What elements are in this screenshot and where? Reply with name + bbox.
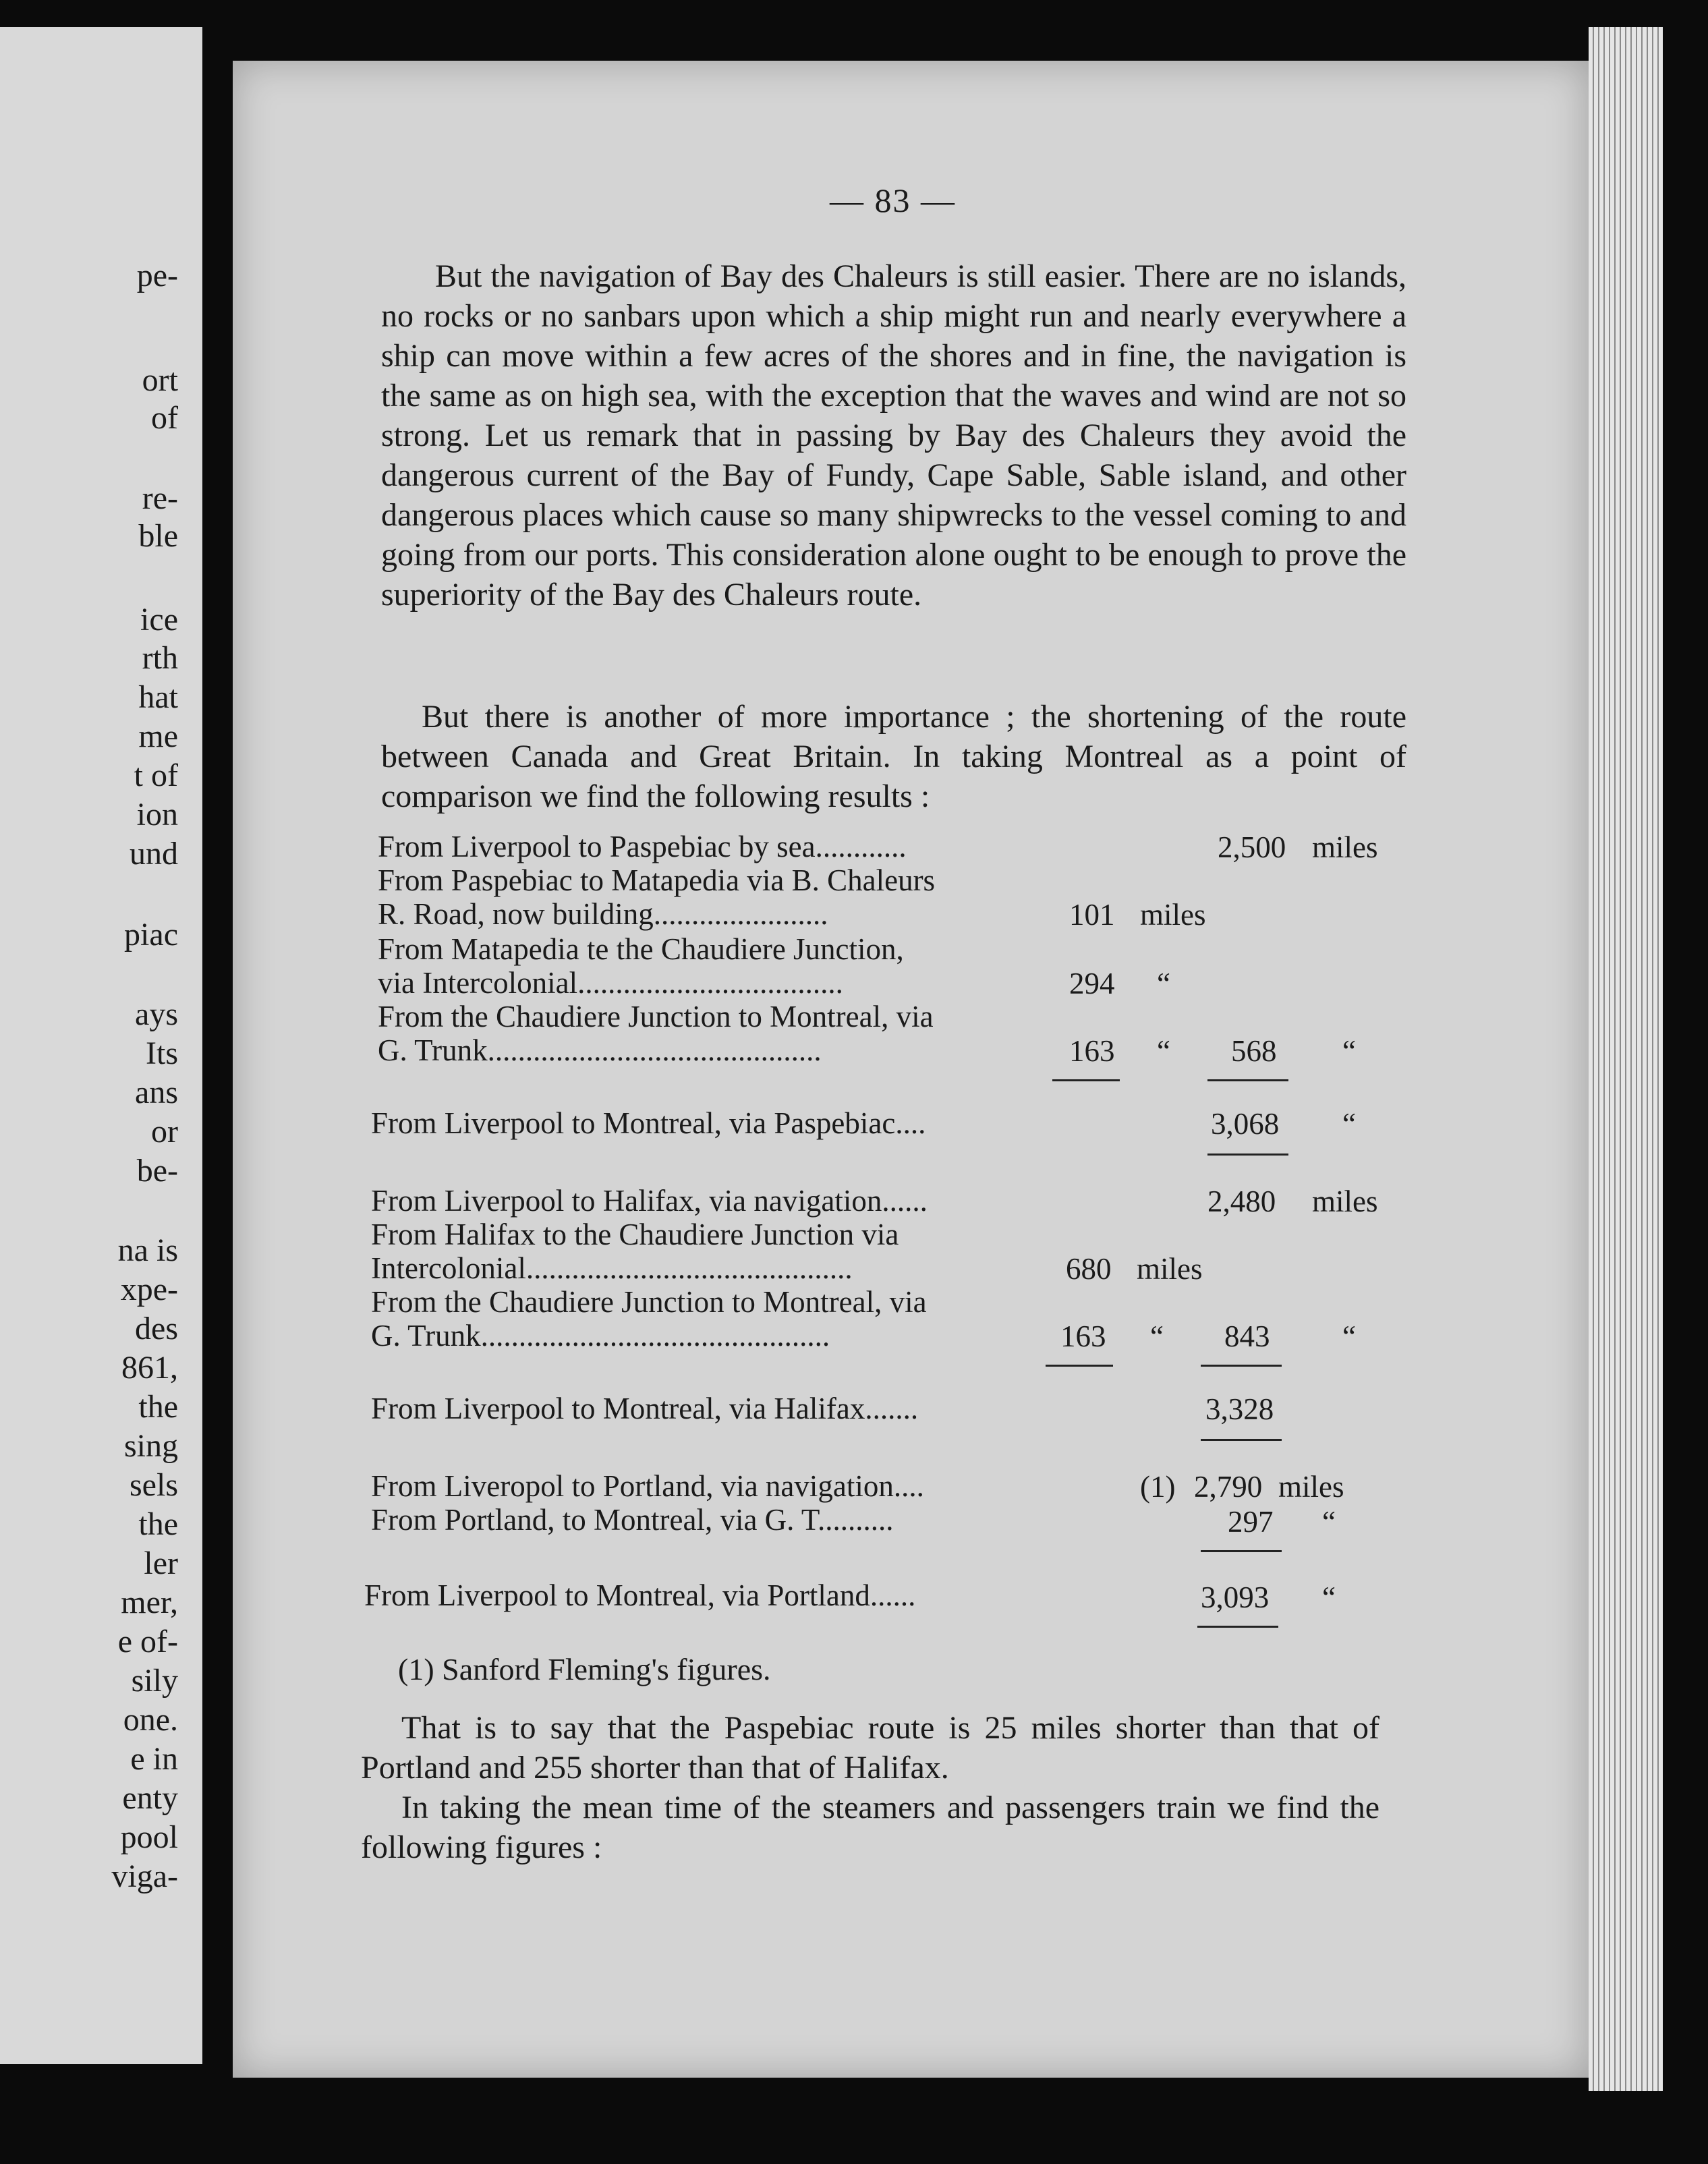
- margin-fragment: ans: [135, 1075, 178, 1110]
- margin-fragment: ion: [136, 797, 178, 832]
- total-value: 3,068: [1211, 1107, 1280, 1141]
- row-total-via-paspebiac: From Liverpool to Montreal, via Paspebiac....: [371, 1106, 926, 1140]
- margin-fragment: viga-: [111, 1858, 178, 1894]
- row-chaudiere-montreal: From the Chaudiere Junction to Montreal, via: [378, 1000, 934, 1033]
- margin-fragment: e in: [130, 1741, 178, 1777]
- page-edges: [1589, 27, 1663, 2091]
- margin-fragment: of: [151, 400, 178, 436]
- margin-fragment: the: [138, 1506, 178, 1542]
- row-chaudiere-montreal-cont: G. Trunk............................................: [378, 1033, 822, 1067]
- margin-fragment: des: [135, 1311, 178, 1346]
- paragraph-mean-time: In taking the mean time of the steamers and passengers train we find the following figures :: [361, 1790, 1379, 1865]
- unit-label: miles: [1312, 830, 1378, 864]
- row-liverpool-paspebiac: From Liverpool to Paspebiac by sea............: [378, 830, 907, 863]
- margin-fragment: pe-: [136, 258, 178, 293]
- margin-fragment: t of: [134, 758, 178, 793]
- margin-fragment: ice: [140, 602, 178, 637]
- margin-fragment: ort: [142, 362, 178, 398]
- margin-fragment: the: [138, 1389, 178, 1425]
- row-halifax-chaudiere-cont: Intercolonial...........................................: [371, 1251, 853, 1285]
- margin-fragment: sels: [130, 1467, 178, 1503]
- ditto-mark: “: [1342, 1107, 1356, 1141]
- partial-value: 294: [1069, 967, 1115, 1000]
- total-value: 568: [1231, 1034, 1277, 1068]
- partial-value: 101: [1069, 898, 1115, 932]
- margin-fragment: mer,: [121, 1585, 178, 1620]
- total-value: 3,328: [1205, 1392, 1274, 1426]
- sum-rule: [1201, 1365, 1282, 1367]
- row-matapedia-chaudiere: From Matapedia te the Chaudiere Junction,: [378, 932, 904, 966]
- row-portland-montreal: From Portland, to Montreal, via G. T..........: [371, 1503, 894, 1537]
- page-number: — 83 —: [830, 181, 956, 219]
- margin-fragment: ler: [144, 1545, 178, 1581]
- margin-fragment: me: [138, 718, 178, 754]
- row-total-via-portland: From Liverpool to Montreal, via Portland......: [364, 1578, 916, 1612]
- paragraph-route-shortening: But there is another of more importance ; the shortening of the route between Canada and Great Britain. In taking Montreal as a point of comparison we find the following results :: [381, 699, 1406, 814]
- ditto-mark: “: [1322, 1581, 1336, 1614]
- row-halifax-chaudiere: From Halifax to the Chaudiere Junction via: [371, 1218, 899, 1251]
- total-value: 2,790: [1194, 1470, 1263, 1504]
- ditto-mark: “: [1157, 967, 1170, 1000]
- row-total-via-halifax: From Liverpool to Montreal, via Halifax.......: [371, 1392, 919, 1425]
- margin-fragment: ays: [135, 996, 178, 1032]
- margin-fragment: rth: [142, 640, 178, 676]
- row-chaudiere-montreal-2-cont: G. Trunk..............................................: [371, 1319, 830, 1352]
- row-liverpool-halifax: From Liverpool to Halifax, via navigation......: [371, 1184, 928, 1218]
- row-paspebiac-matapedia: From Paspebiac to Matapedia via B. Chaleurs: [378, 863, 936, 897]
- partial-value: 163: [1060, 1319, 1106, 1353]
- paragraph-comparison: That is to say that the Paspebiac route is 25 miles shorter than that of Portland and 255 shorter than that of Halifax.: [361, 1710, 1379, 1786]
- margin-fragment: hat: [138, 679, 178, 715]
- total-value: 843: [1224, 1319, 1270, 1353]
- margin-fragment: Its: [146, 1035, 178, 1071]
- sum-rule: [1201, 1550, 1282, 1552]
- ditto-mark: “: [1150, 1319, 1164, 1353]
- sum-rule: [1207, 1079, 1288, 1081]
- partial-value: 680: [1066, 1252, 1112, 1286]
- margin-fragment: enty: [122, 1780, 178, 1816]
- sum-rule: [1197, 1626, 1278, 1628]
- unit-label: miles: [1140, 898, 1206, 932]
- unit-label: miles: [1278, 1470, 1344, 1504]
- facing-page: [0, 27, 202, 2064]
- row-chaudiere-montreal-2: From the Chaudiere Junction to Montreal, via: [371, 1285, 927, 1319]
- sum-rule: [1052, 1079, 1120, 1081]
- row-matapedia-chaudiere-cont: via Intercolonial...................................: [378, 966, 843, 1000]
- margin-fragment: 861,: [121, 1350, 178, 1386]
- sum-rule: [1046, 1365, 1113, 1367]
- unit-label: miles: [1312, 1185, 1378, 1218]
- margin-fragment: na is: [117, 1232, 178, 1268]
- margin-fragment: xpe-: [120, 1272, 178, 1307]
- ditto-mark: “: [1322, 1505, 1336, 1539]
- total-value: 2,480: [1207, 1185, 1276, 1218]
- ditto-mark: “: [1342, 1319, 1356, 1353]
- margin-fragment: be-: [136, 1153, 178, 1189]
- total-value: 297: [1228, 1505, 1274, 1539]
- margin-fragment: und: [130, 836, 178, 872]
- ditto-mark: “: [1342, 1034, 1356, 1068]
- unit-label: miles: [1137, 1252, 1203, 1286]
- margin-fragment: sing: [123, 1428, 178, 1464]
- footnote: (1) Sanford Fleming's figures.: [398, 1652, 771, 1686]
- margin-fragment: pool: [120, 1819, 178, 1855]
- row-liverpool-portland: From Liveropol to Portland, via navigation....: [371, 1469, 924, 1503]
- total-value: 2,500: [1218, 830, 1286, 864]
- partial-value: 163: [1069, 1034, 1115, 1068]
- margin-fragment: re-: [142, 480, 178, 516]
- margin-fragment: or: [151, 1114, 178, 1149]
- footnote-marker: (1): [1140, 1470, 1176, 1504]
- sum-rule: [1201, 1439, 1282, 1441]
- paragraph-bay-des-chaleurs: But the navigation of Bay des Chaleurs is still easier. There are no islands, no rocks or no sanbars upon which a ship might run and nearly everywhere a ship can move within a few acres of the shores and in fine, the navigation is the same as on high sea, with the exception that the waves and wind are not so strong. Let us remark that in passing by Bay des Chaleurs they avoid the dangerous current of the Bay of Fundy, Cape Sable, Sable island, and other dangerous places which cause so many shipwrecks to the vessel coming to and going from our ports. This consideration alone ought to be enough to prove the superiority of the Bay des Chaleurs route.: [381, 258, 1406, 613]
- ditto-mark: “: [1157, 1034, 1170, 1068]
- margin-fragment: one.: [123, 1702, 178, 1738]
- margin-fragment: sily: [131, 1663, 178, 1699]
- margin-fragment: e of-: [117, 1624, 178, 1659]
- sum-rule: [1207, 1154, 1288, 1156]
- margin-fragment: ble: [138, 518, 178, 554]
- margin-fragment: piac: [124, 917, 178, 952]
- total-value: 3,093: [1201, 1581, 1270, 1614]
- row-paspebiac-matapedia-cont: R. Road, now building.......................: [378, 897, 828, 931]
- distance-table: [364, 830, 1423, 1659]
